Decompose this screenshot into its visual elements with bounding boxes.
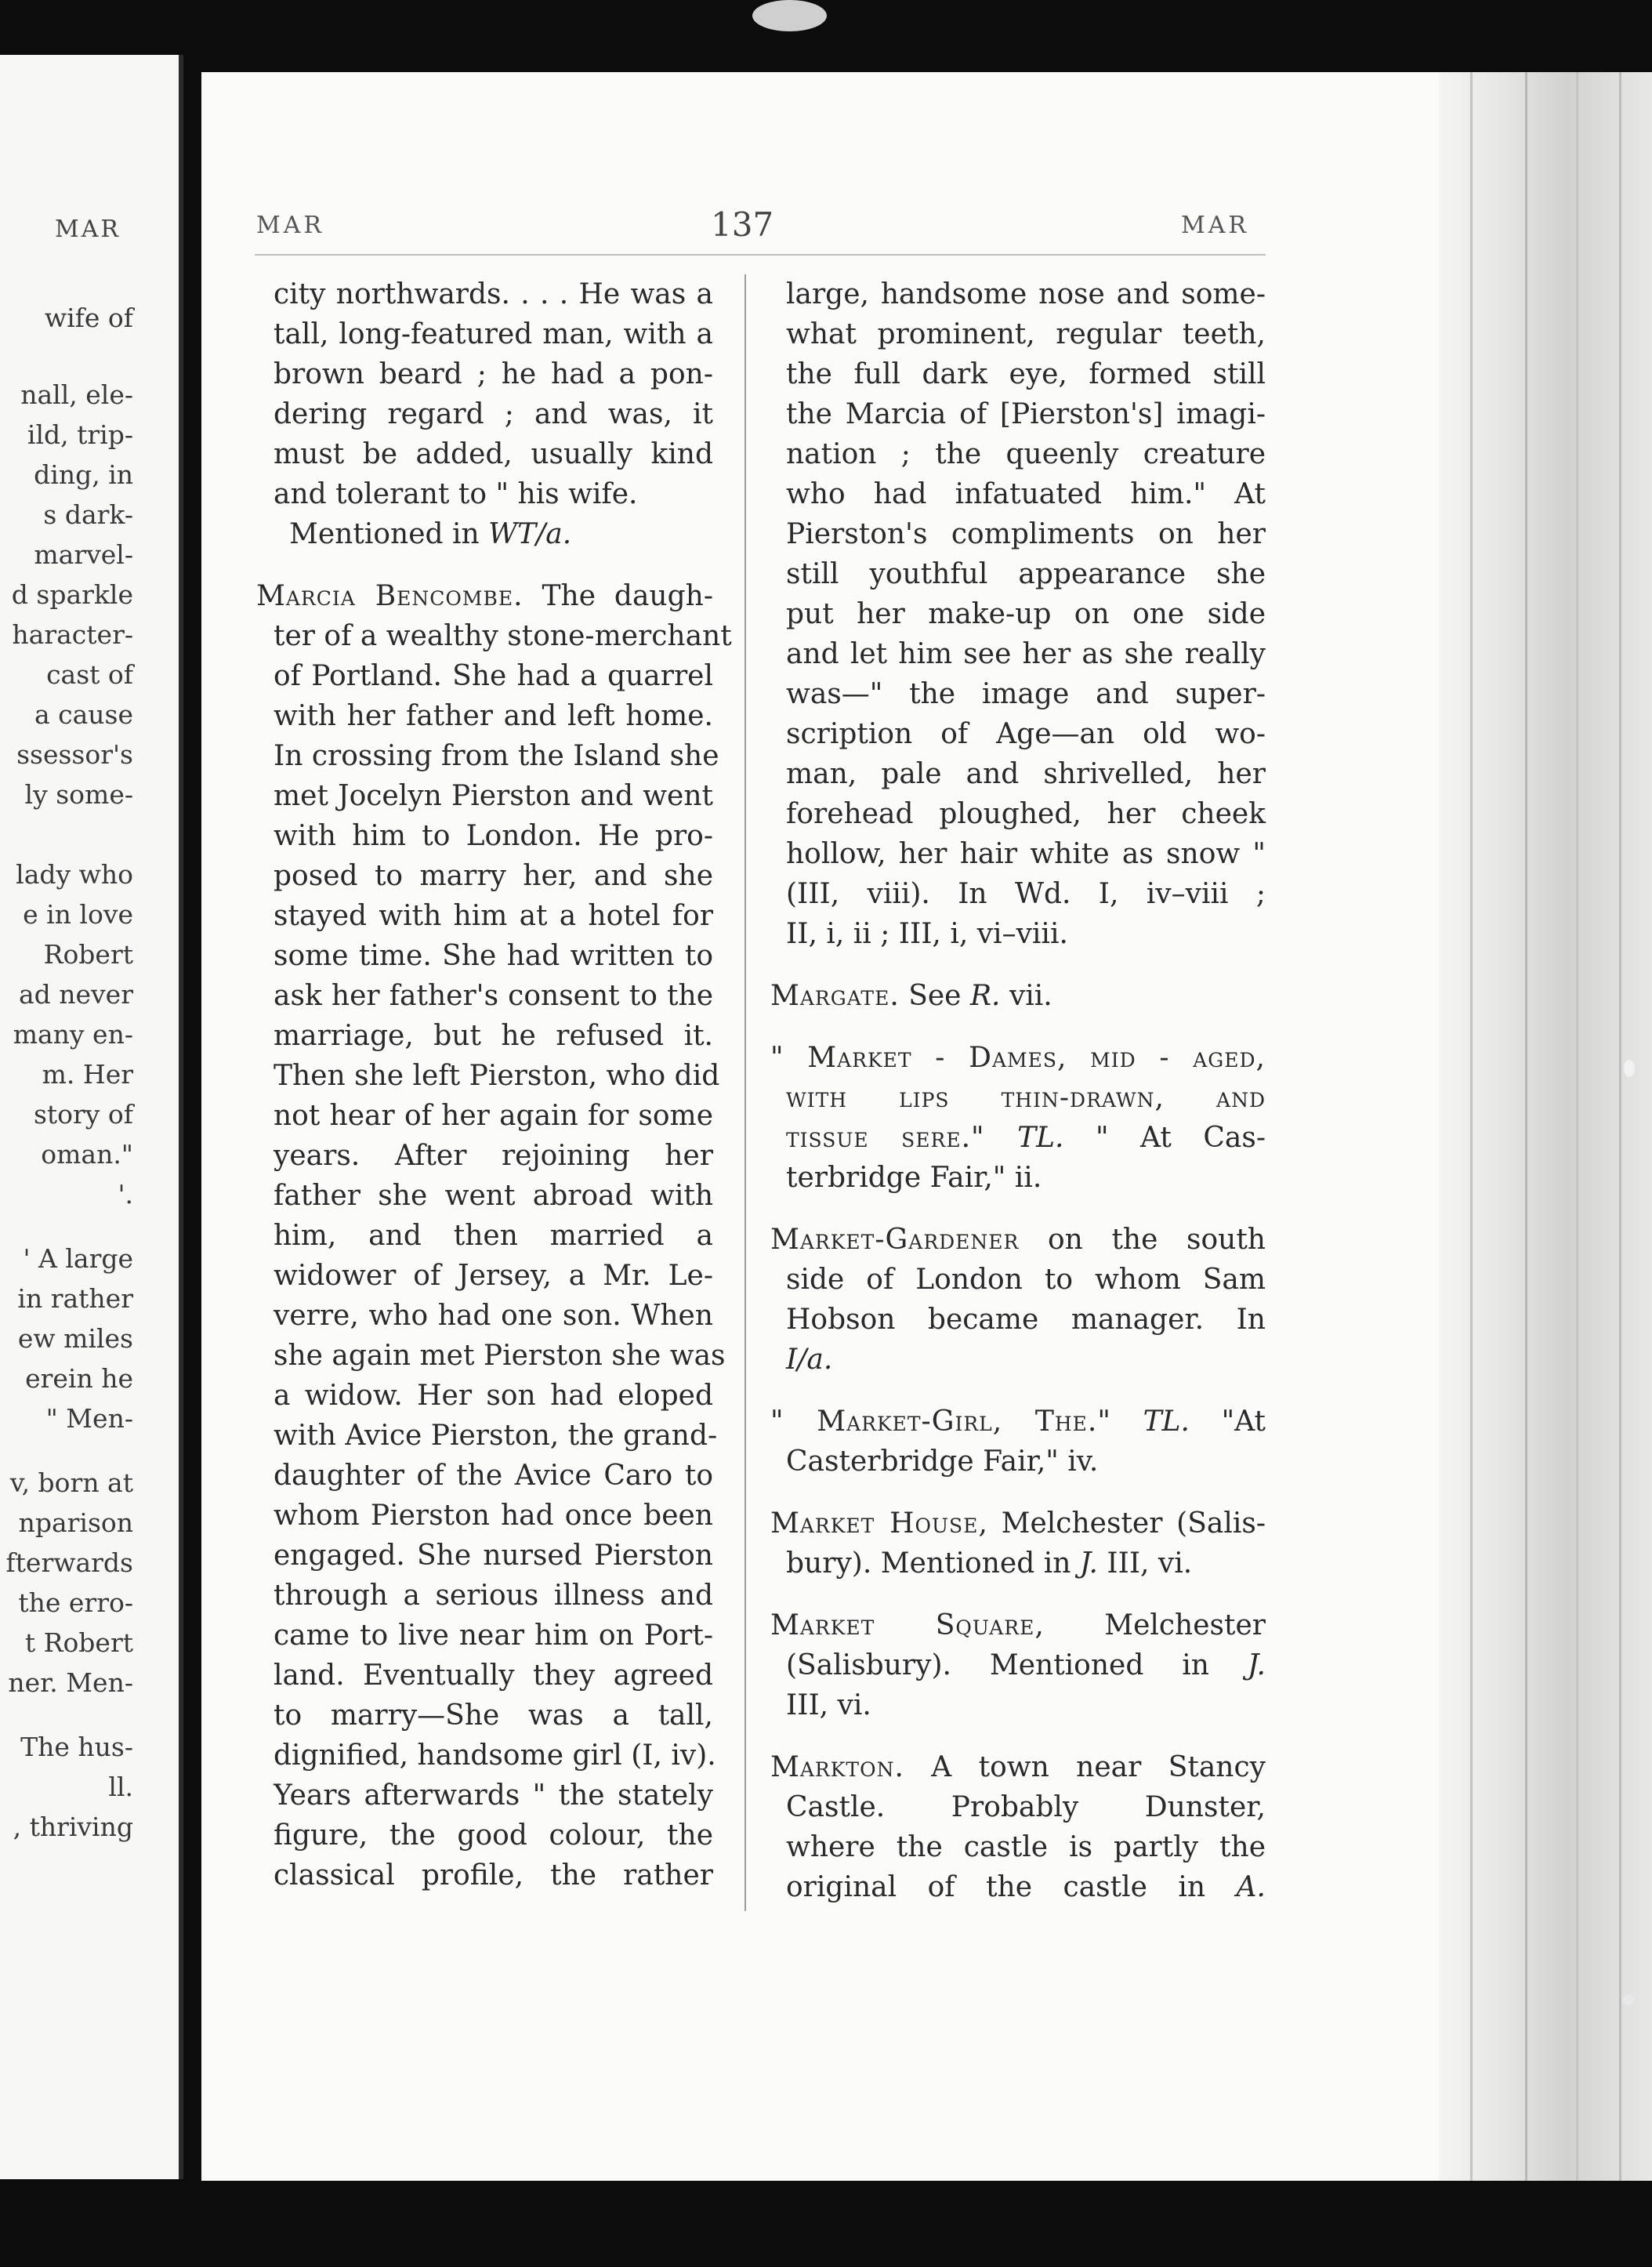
page-number: 137 bbox=[711, 205, 774, 244]
text-line: a widow. Her son had eloped bbox=[274, 1380, 713, 1412]
page-edge bbox=[1439, 72, 1652, 2181]
text-line: land. Eventually they agreed bbox=[274, 1659, 713, 1692]
text-line: marriage, but he refused it. bbox=[274, 1020, 713, 1052]
text-line: tissue sere." TL. " At Cas- bbox=[786, 1122, 1266, 1154]
text-line: and let him see her as she really bbox=[786, 638, 1266, 670]
text-line: the Marcia of [Pierston's] imagi- bbox=[786, 398, 1266, 430]
text-line: must be added, usually kind bbox=[274, 438, 713, 470]
text-line: city northwards. . . . He was a bbox=[274, 278, 713, 310]
text-line: (Salisbury). Mentioned in J. bbox=[786, 1649, 1266, 1681]
left-page-fragment-line: nall, ele- bbox=[20, 379, 133, 410]
left-page-fragment-line: ad never bbox=[18, 979, 133, 1010]
left-page-fragment-line: haracter- bbox=[12, 619, 133, 650]
left-page-fragment-line: m. Her bbox=[42, 1059, 133, 1090]
entry-first-line: Marcia Bencombe. The daugh- bbox=[256, 580, 713, 612]
text-line: Casterbridge Fair," iv. bbox=[786, 1445, 1099, 1478]
left-page-fragment-line: cast of bbox=[46, 659, 133, 690]
text-line: the full dark eye, formed still bbox=[786, 358, 1266, 390]
left-page-fragment-line: ding, in bbox=[34, 459, 133, 490]
left-page-fragment-line: s dark- bbox=[43, 499, 133, 530]
entry-headword: Markton. bbox=[770, 1751, 904, 1783]
text-line: stayed with him at a hotel for bbox=[274, 900, 713, 932]
scan-blot bbox=[1622, 1994, 1635, 2005]
text-line: who had infatuated him." At bbox=[786, 478, 1266, 510]
text-line: engaged. She nursed Pierston bbox=[274, 1540, 713, 1572]
text-line: " Market-Girl, The." TL. "At bbox=[770, 1406, 1266, 1438]
left-page-fragment-line: d sparkle bbox=[11, 579, 133, 610]
left-page-fragment-line: e in love bbox=[23, 899, 133, 930]
text-line: dering regard ; and was, it bbox=[274, 398, 713, 430]
text-line: posed to marry her, and she bbox=[274, 860, 713, 892]
running-header-right: MAR bbox=[1181, 212, 1249, 239]
text-line: with him to London. He pro- bbox=[274, 820, 713, 852]
text-line: large, handsome nose and some- bbox=[786, 278, 1266, 310]
left-page-fragment-line: Robert bbox=[43, 939, 133, 970]
text-line: III, vi. bbox=[786, 1689, 871, 1721]
text-line: father she went abroad with bbox=[274, 1180, 713, 1212]
text-line: still youthful appearance she bbox=[786, 558, 1266, 590]
text-line: scription of Age—an old wo- bbox=[786, 718, 1266, 750]
entry-headword: Marcia Bencombe. bbox=[256, 580, 523, 612]
left-page-fragment-line: wife of bbox=[44, 303, 133, 333]
entry-market-girl bbox=[753, 1402, 1266, 1482]
text-line: (III, viii). In Wd. I, iv–viii ; bbox=[786, 878, 1266, 910]
left-page-fragment-line: nparison bbox=[18, 1507, 133, 1538]
text-line: original of the castle in A. bbox=[786, 1871, 1266, 1903]
entry-market-house bbox=[753, 1503, 1266, 1583]
text-line: what prominent, regular teeth, bbox=[786, 318, 1266, 350]
text-line: came to live near him on Port- bbox=[274, 1620, 713, 1652]
left-page-fragment-line: ly some- bbox=[24, 779, 133, 810]
text-line: with Avice Pierston, the grand- bbox=[274, 1420, 718, 1452]
left-page-fragment-line: the erro- bbox=[18, 1587, 133, 1618]
entry-margate bbox=[753, 976, 1266, 1016]
text-line: through a serious illness and bbox=[274, 1580, 713, 1612]
text-line: II, i, ii ; III, i, vi–viii. bbox=[786, 918, 1068, 950]
text-line: Market Square, Melchester bbox=[770, 1609, 1266, 1641]
text-line: Years afterwards " the stately bbox=[274, 1779, 713, 1812]
text-line: she again met Pierston she was bbox=[274, 1340, 726, 1372]
page bbox=[201, 72, 1652, 2181]
text-line: Castle. Probably Dunster, bbox=[786, 1791, 1266, 1823]
left-page-fragment-line: a cause bbox=[34, 699, 133, 730]
left-page-fragment-line: ild, trip- bbox=[27, 419, 133, 450]
text-line: and tolerant to " his wife. bbox=[274, 478, 638, 510]
text-line: Hobson became manager. In bbox=[786, 1304, 1266, 1336]
text-line: hollow, her hair white as snow " bbox=[786, 838, 1266, 870]
text-line: whom Pierston had once been bbox=[274, 1500, 713, 1532]
left-page-fragment-line: marvel- bbox=[34, 539, 133, 570]
left-page-header: MAR bbox=[55, 216, 121, 243]
text-line: was—" the image and super- bbox=[786, 678, 1266, 710]
text-line: Market House, Melchester (Salis- bbox=[770, 1507, 1266, 1540]
left-page-fragment-line: The hus- bbox=[20, 1732, 133, 1762]
text-line: dignified, handsome girl (I, iv). bbox=[274, 1739, 716, 1772]
left-page-fragment-line: in rather bbox=[17, 1283, 133, 1314]
text-line: forehead ploughed, her cheek bbox=[786, 798, 1266, 830]
left-page-fragment-line: , thriving bbox=[13, 1812, 133, 1842]
text-line: with lips thin-drawn, and bbox=[786, 1082, 1266, 1114]
text-line: In crossing from the Island she bbox=[274, 740, 719, 772]
text-line: figure, the good colour, the bbox=[274, 1819, 713, 1852]
left-page-fragment-line: " Men- bbox=[45, 1403, 133, 1434]
text-line: met Jocelyn Pierston and went bbox=[274, 780, 713, 812]
text-line: not hear of her again for some bbox=[274, 1100, 713, 1132]
entry-market-square bbox=[753, 1605, 1266, 1725]
left-page-fragment-line: lady who bbox=[16, 859, 133, 890]
text-line: terbridge Fair," ii. bbox=[786, 1162, 1042, 1194]
column-right bbox=[753, 274, 1266, 1929]
left-page-fragment-line: '. bbox=[118, 1179, 133, 1210]
text-line: side of London to whom Sam bbox=[786, 1264, 1266, 1296]
left-page-fragment-line: fterwards bbox=[5, 1547, 133, 1578]
text-line: him, and then married a bbox=[274, 1220, 713, 1252]
text-line: Margate. See R. vii. bbox=[770, 980, 1052, 1012]
left-page-fragment-line: ssessor's bbox=[16, 739, 133, 770]
text-line: Then she left Pierston, who did bbox=[274, 1060, 720, 1092]
text-line: Pierston's compliments on her bbox=[786, 518, 1266, 550]
running-header-left: MAR bbox=[256, 212, 324, 239]
entry-market-dames bbox=[753, 1038, 1266, 1198]
text-line: put her make-up on one side bbox=[786, 598, 1266, 630]
left-page-fragment-line: v, born at bbox=[9, 1467, 133, 1498]
entry-markton bbox=[753, 1747, 1266, 1907]
left-page-fragment-line: ll. bbox=[108, 1772, 133, 1802]
header-rule bbox=[255, 254, 1266, 256]
entry-market-gardener bbox=[753, 1220, 1266, 1380]
entry-headword: Market House bbox=[770, 1507, 979, 1540]
scan-blot bbox=[752, 0, 827, 31]
left-page-fragment-line: ew miles bbox=[17, 1323, 133, 1354]
text-line: of Portland. She had a quarrel bbox=[274, 660, 713, 692]
entry-headword: Margate. bbox=[770, 980, 900, 1012]
text-line: with her father and left home. bbox=[274, 700, 713, 732]
text-line: bury). Mentioned in J. III, vi. bbox=[786, 1547, 1193, 1580]
text-line: brown beard ; he had a pon- bbox=[274, 358, 713, 390]
text-line: classical profile, the rather bbox=[274, 1859, 713, 1892]
text-line: Markton. A town near Stancy bbox=[770, 1751, 1266, 1783]
left-page-fragment-line: oman." bbox=[41, 1139, 133, 1170]
left-page-fragment-line: ner. Men- bbox=[8, 1667, 133, 1698]
text-line: I/a. bbox=[786, 1344, 833, 1376]
left-page-fragment bbox=[0, 55, 183, 2179]
text-line: Market-Gardener on the south bbox=[770, 1224, 1266, 1256]
left-page-fragment-line: many en- bbox=[13, 1019, 133, 1050]
text-line: widower of Jersey, a Mr. Le- bbox=[274, 1260, 713, 1292]
entry-headword: Market-Gardener bbox=[770, 1224, 1020, 1256]
text-line: daughter of the Avice Caro to bbox=[274, 1460, 713, 1492]
entry-headword: " Market - Dames, mid - aged, bbox=[770, 1042, 1266, 1074]
text-line: some time. She had written to bbox=[274, 940, 713, 972]
left-page-fragment-line: erein he bbox=[25, 1363, 133, 1394]
text-line: ask her father's consent to the bbox=[274, 980, 713, 1012]
text-line: ter of a wealthy stone-merchant bbox=[274, 620, 732, 652]
scan-blot bbox=[1624, 1060, 1635, 1077]
text-line: tall, long-featured man, with a bbox=[274, 318, 713, 350]
left-page-fragment-line: t Robert bbox=[24, 1627, 133, 1658]
left-page-fragment-line: story of bbox=[33, 1099, 133, 1130]
text-line: to marry—She was a tall, bbox=[274, 1699, 713, 1732]
entry-continued bbox=[256, 274, 713, 554]
text-line: years. After rejoining her bbox=[274, 1140, 713, 1172]
column-left bbox=[256, 274, 732, 1917]
column-divider bbox=[744, 274, 746, 1911]
entry-headword: Market Square, bbox=[770, 1609, 1045, 1641]
text-line: verre, who had one son. When bbox=[274, 1300, 713, 1332]
entry-marcia-bencombe bbox=[256, 576, 732, 1895]
entry-headword: " Market-Girl, The." bbox=[770, 1406, 1111, 1438]
entry-marcia-continued bbox=[753, 274, 1266, 954]
left-page-fragment-line: ' A large bbox=[23, 1243, 133, 1274]
text-line: man, pale and shrivelled, her bbox=[786, 758, 1266, 790]
text-line: nation ; the queenly creature bbox=[786, 438, 1266, 470]
text-line: where the castle is partly the bbox=[786, 1831, 1266, 1863]
mention-line: Mentioned in WT/a. bbox=[289, 518, 572, 550]
